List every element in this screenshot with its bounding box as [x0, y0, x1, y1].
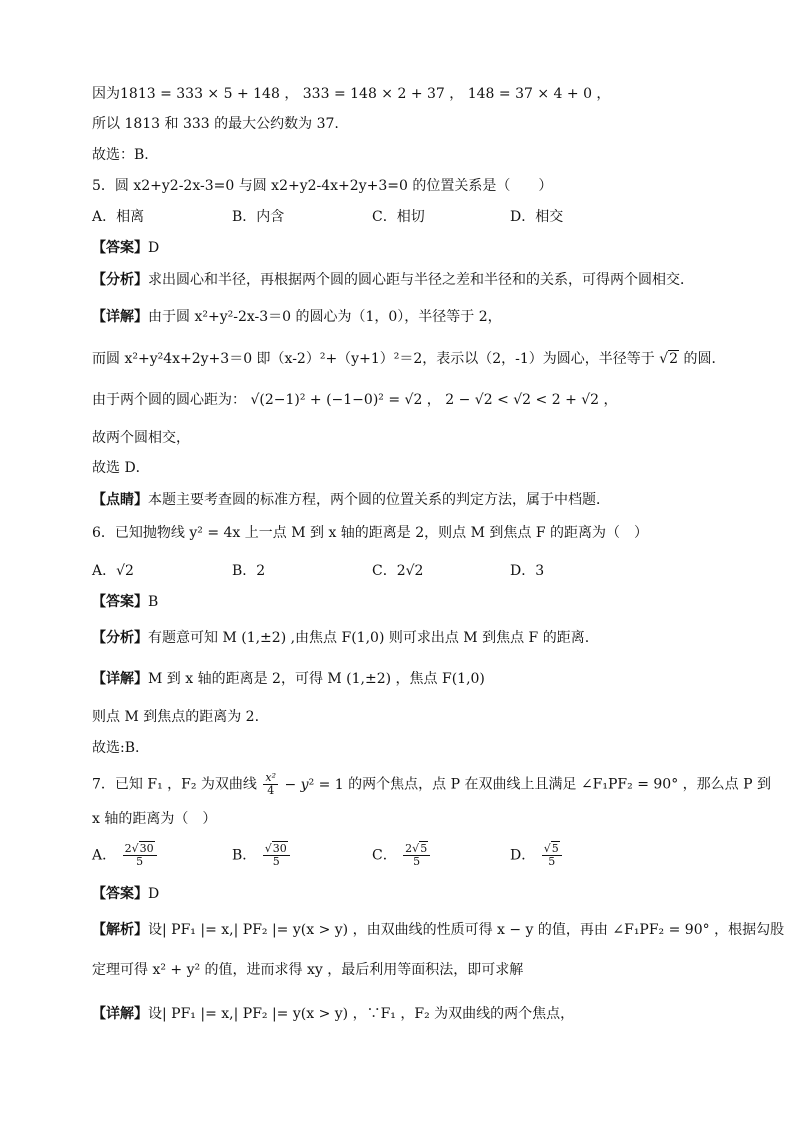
solution-line — [92, 920, 785, 940]
solution-tag: 【解析】 — [92, 922, 148, 938]
option-b: B．内含 — [232, 209, 285, 225]
question-text: 的两个焦点，点 P 在双曲线上且满足 ∠F₁PF₂ = 90° ，那么点 P 到 — [348, 776, 771, 793]
question-5: 5．圆 x2+y2-2x-3=0 与圆 x2+y2-4x+2y+3=0 的位置关系是（ ） — [92, 178, 553, 194]
hyperbola-equation: $\frac{\text{x²}}{4}$ − y² = 1 — [265, 771, 344, 797]
detail-line — [92, 1004, 734, 1024]
detail-text: 由于圆 x²+y²-2x-3＝0 的圆心为（1，0），半径等于 2， — [148, 309, 502, 325]
comment-line — [92, 490, 734, 510]
analysis-tag: 【分析】 — [92, 630, 148, 646]
option-label: A． — [92, 847, 117, 864]
option-c: C．相切 — [372, 209, 425, 225]
analysis-line — [92, 628, 734, 648]
text-line: 所以 1813 和 333 的最大公约数为 37. — [92, 116, 339, 132]
answer-line — [92, 592, 734, 612]
detail-tag: 【详解】 — [92, 309, 148, 325]
detail-tag: 【详解】 — [92, 1006, 148, 1022]
comment-tag: 【点睛】 — [92, 492, 148, 508]
answer-line — [92, 238, 734, 258]
option-d — [510, 843, 564, 868]
detail-tag: 【详解】 — [92, 671, 148, 687]
option-a: A．√2 — [92, 563, 134, 579]
detail-text: M 到 x 轴的距离是 2，可得 M (1,±2) ，焦点 F(1,0) — [148, 671, 485, 687]
text-line: 因为1813 = 333 × 5 + 148 ， 333 = 148 × 2 + 37 ， 148 = 37 × 4 + 0 ， — [92, 86, 611, 102]
answer-line — [92, 884, 734, 904]
detail-text: 由于两个圆的圆心距为： — [92, 392, 246, 408]
comment-text: 本题主要考查圆的标准方程，两个圆的位置关系的判定方法，属于中档题． — [148, 492, 610, 508]
detail-text: 的圆． — [683, 351, 726, 367]
analysis-text: 求出圆心和半径，再根据两个圆的圆心距与半径之差和半径和的关系，可得两个圆相交． — [148, 272, 694, 288]
option-label: C． — [372, 847, 397, 864]
question-text: x 轴的距离为（ ） — [92, 811, 217, 827]
option-a: A．相离 — [92, 209, 145, 225]
answer-tag: 【答案】 — [92, 240, 148, 256]
fraction-expression: $\frac{√5}{5}$ — [542, 843, 562, 868]
sqrt2-expression: √2 — [659, 351, 679, 367]
answer-tag: 【答案】 — [92, 886, 148, 902]
option-d: D．相交 — [510, 209, 564, 225]
fraction-expression: $\frac{2√5}{5}$ — [403, 843, 430, 868]
detail-line — [92, 307, 734, 327]
option-b — [232, 843, 292, 868]
question-6: 6．已知抛物线 y² = 4x 上一点 M 到 x 轴的距离是 2，则点 M 到焦点 F 的距离为（ ） — [92, 525, 648, 541]
option-c — [372, 843, 432, 868]
distance-formula: √(2−1)² + (−1−0)² = √2 ， 2 − √2 < √2 < 2 + √2 ， — [250, 392, 618, 408]
text-line: 定理可得 x² + y² 的值，进而求得 xy ，最后利用等面积法，即可求解 — [92, 962, 524, 978]
solution-text: 设| PF₁ |= x,| PF₂ |= y(x > y) ，由双曲线的性质可得 x − y 的值，再由 ∠F₁PF₂ = 90° ，根据勾股 — [148, 922, 785, 938]
fraction-expression: $\frac{√30}{5}$ — [263, 843, 290, 868]
detail-line — [92, 669, 734, 689]
analysis-text: 有题意可知 M (1,±2) ,由焦点 F(1,0) 则可求出点 M 到焦点 F 的距离. — [148, 630, 590, 646]
option-a — [92, 843, 159, 868]
option-label: B． — [232, 847, 257, 864]
answer-value: D — [148, 886, 160, 902]
text-line: 故选:B. — [92, 740, 140, 756]
fraction-expression: $\frac{2√30}{5}$ — [123, 843, 157, 868]
detail-line — [92, 390, 734, 410]
text-line: 则点 M 到焦点的距离为 2. — [92, 709, 260, 725]
question-7 — [92, 771, 771, 797]
analysis-line — [92, 270, 734, 290]
text-line: 故两个圆相交， — [92, 430, 190, 446]
answer-value: D — [148, 240, 160, 256]
option-c: C．2√2 — [372, 563, 424, 579]
option-d: D．3 — [510, 563, 545, 579]
detail-text: 设| PF₁ |= x,| PF₂ |= y(x > y) ，∵F₁ ，F₂ 为双曲线的两个焦点， — [148, 1006, 575, 1022]
answer-tag: 【答案】 — [92, 594, 148, 610]
answer-value: B — [148, 594, 159, 610]
text-line: 故选：B. — [92, 147, 149, 163]
option-b: B．2 — [232, 563, 266, 579]
option-label: D． — [510, 847, 536, 864]
text-line: 故选 D． — [92, 460, 150, 476]
question-text: 7．已知 F₁ ，F₂ 为双曲线 — [92, 776, 257, 793]
detail-text: 而圆 x²+y²4x+2y+3＝0 即（x-2）²+（y+1）²＝2，表示以（2，-1）为圆心，半径等于 — [92, 351, 655, 367]
analysis-tag: 【分析】 — [92, 272, 148, 288]
detail-line — [92, 349, 734, 369]
